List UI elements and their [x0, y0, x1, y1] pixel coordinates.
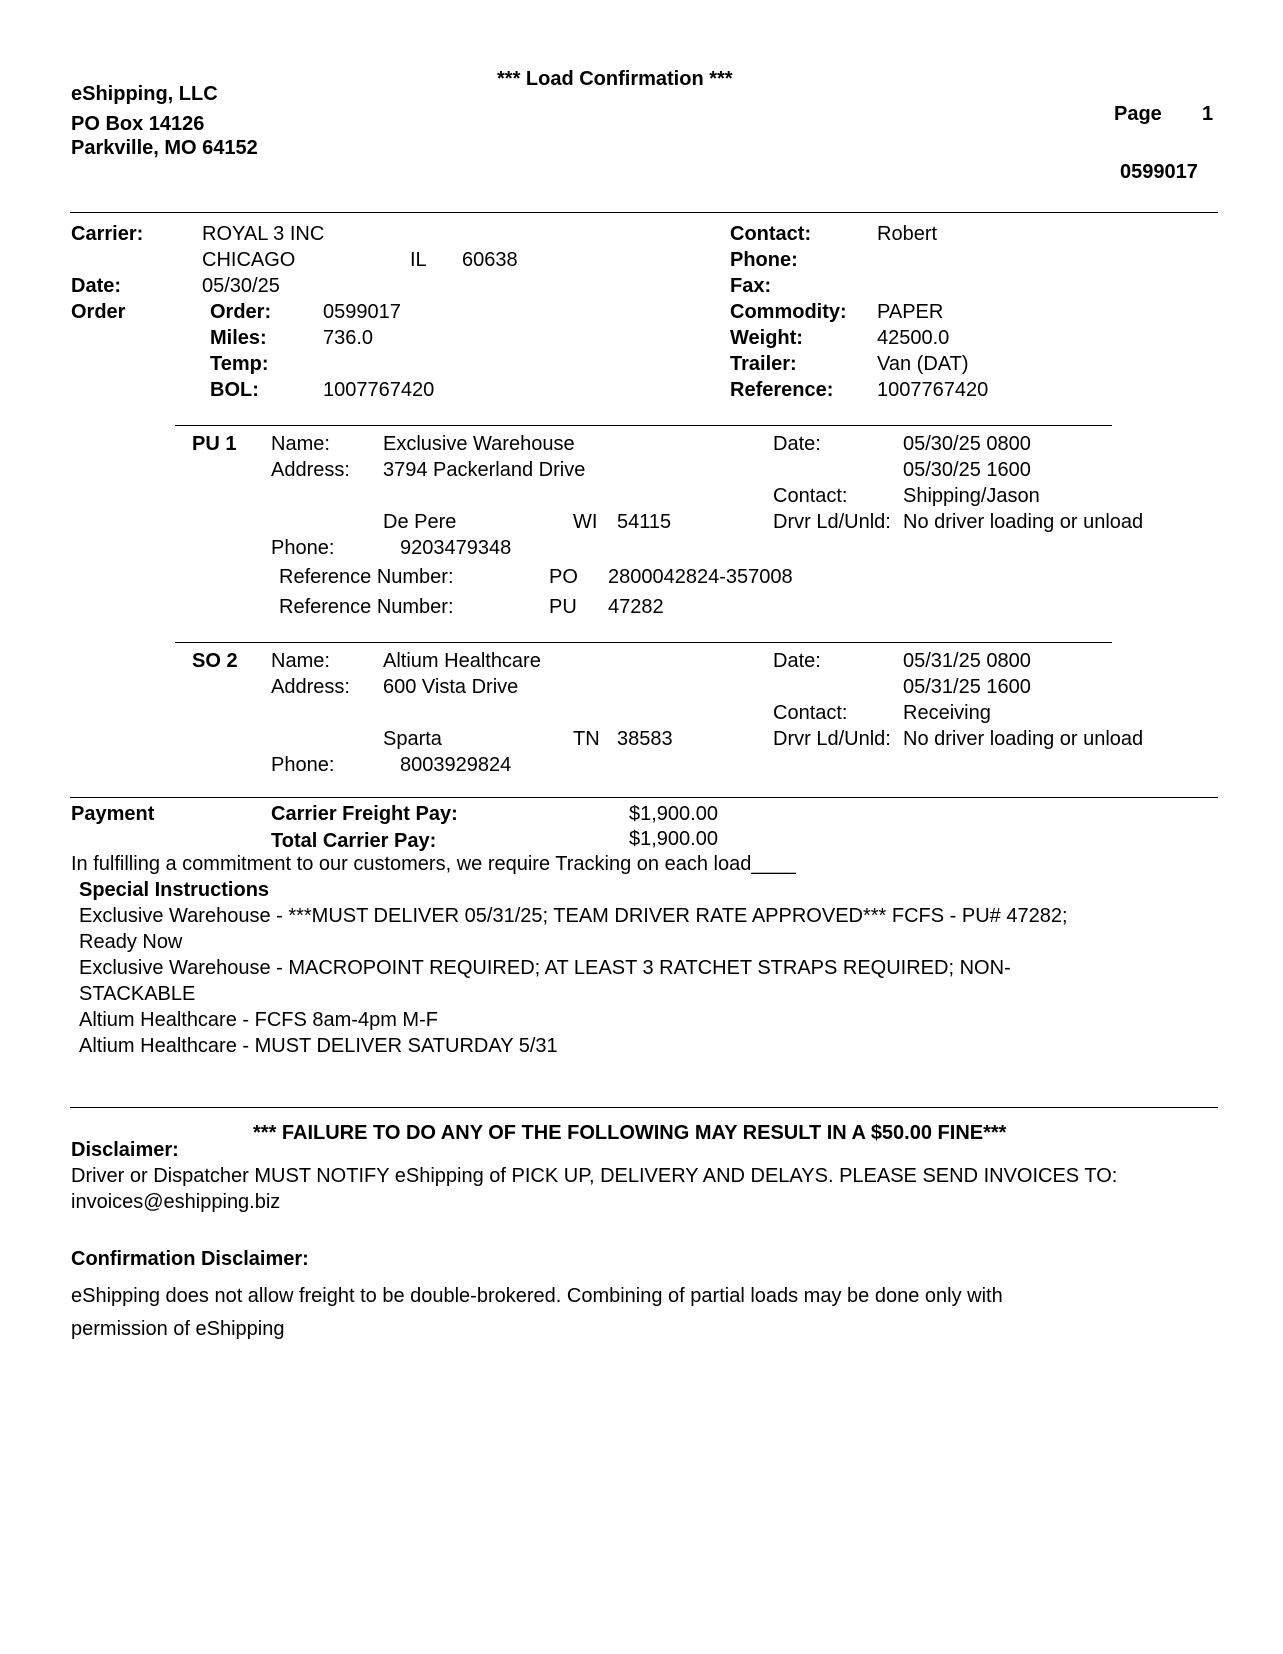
divider [70, 212, 1218, 213]
delivery-contact-label: Contact: [773, 702, 848, 724]
commodity-value: PAPER [877, 301, 944, 323]
total-pay-label: Total Carrier Pay: [271, 830, 437, 852]
bol-label: BOL: [210, 379, 259, 401]
disclaimer-text: Driver or Dispatcher MUST NOTIFY eShipping of PICK UP, DELIVERY AND DELAYS. PLEASE SEND INVOICES TO: invoices@eshipping.biz [71, 1165, 1118, 1213]
reference-value: 1007767420 [877, 379, 989, 401]
delivery-phone-label: Phone: [271, 754, 335, 776]
delivery-name-label: Name: [271, 650, 330, 672]
pickup-phone-label: Phone: [271, 537, 335, 559]
freight-pay-value: $1,900.00 [629, 803, 718, 825]
delivery-address-label: Address: [271, 676, 350, 698]
reference-label: Reference: [730, 379, 834, 401]
pickup-phone: 9203479348 [400, 537, 512, 559]
disclaimer-label: Disclaimer: [71, 1139, 179, 1161]
pickup-drvr: No driver loading or unload [903, 511, 1144, 533]
pickup-drvr-label: Drvr Ld/Unld: [773, 511, 891, 533]
trailer-value: Van (DAT) [877, 353, 969, 375]
special-instruction-line: Altium Healthcare - FCFS 8am-4pm M-F [79, 1009, 438, 1031]
pickup-zip: 54115 [617, 511, 672, 533]
divider [70, 797, 1218, 798]
special-instructions-title: Special Instructions [79, 879, 270, 901]
pickup-name: Exclusive Warehouse [383, 433, 575, 455]
pickup-ref1-label: Reference Number: [279, 566, 454, 588]
pickup-name-label: Name: [271, 433, 330, 455]
company-address-line2: Parkville, MO 64152 [71, 137, 258, 159]
delivery-name: Altium Healthcare [383, 650, 541, 672]
carrier-zip: 60638 [462, 249, 518, 271]
pickup-date2: 05/30/25 1600 [903, 459, 1031, 481]
company-name: eShipping, LLC [71, 83, 218, 105]
divider [175, 642, 1112, 643]
bol-value: 1007767420 [323, 379, 435, 401]
delivery-date2: 05/31/25 1600 [903, 676, 1031, 698]
delivery-contact: Receiving [903, 702, 991, 724]
delivery-address: 600 Vista Drive [383, 676, 519, 698]
pickup-city: De Pere [383, 511, 457, 533]
pickup-date1: 05/30/25 0800 [903, 433, 1031, 455]
order-label: Order: [210, 301, 272, 323]
confirmation-disclaimer-text: eShipping does not allow freight to be double-brokered. Combining of partial loads may be done only with permission of eShipping [71, 1285, 1003, 1340]
delivery-date1: 05/31/25 0800 [903, 650, 1031, 672]
order-section-label: Order [71, 301, 126, 323]
pickup-address: 3794 Packerland Drive [383, 459, 586, 481]
special-instruction-line: Ready Now [79, 931, 183, 953]
special-instruction-line: Altium Healthcare - MUST DELIVER SATURDAY 5/31 [79, 1035, 558, 1057]
phone-label: Phone: [730, 249, 798, 271]
special-instruction-line: Exclusive Warehouse - ***MUST DELIVER 05/31/25; TEAM DRIVER RATE APPROVED*** FCFS - PU# 47282; [79, 905, 1068, 927]
contact-value: Robert [877, 223, 938, 245]
delivery-phone: 8003929824 [400, 754, 512, 776]
delivery-state: TN [573, 728, 600, 750]
total-pay-value: $1,900.00 [629, 828, 718, 850]
order-value: 0599017 [323, 301, 401, 323]
fax-label: Fax: [730, 275, 772, 297]
payment-label: Payment [71, 803, 155, 825]
pickup-address-label: Address: [271, 459, 350, 481]
trailer-label: Trailer: [730, 353, 797, 375]
pickup-date-label: Date: [773, 433, 821, 455]
company-address-line1: PO Box 14126 [71, 113, 205, 135]
delivery-zip: 38583 [617, 728, 673, 750]
special-instruction-line: Exclusive Warehouse - MACROPOINT REQUIRED; AT LEAST 3 RATCHET STRAPS REQUIRED; NON- [79, 957, 1011, 979]
special-instruction-line: STACKABLE [79, 983, 196, 1005]
pickup-state: WI [573, 511, 598, 533]
pickup-ref2-value: 47282 [608, 596, 664, 618]
pickup-contact-label: Contact: [773, 485, 848, 507]
weight-value: 42500.0 [877, 327, 950, 349]
delivery-drvr: No driver loading or unload [903, 728, 1144, 750]
pickup-ref2-label: Reference Number: [279, 596, 454, 618]
temp-label: Temp: [210, 353, 269, 375]
delivery-drvr-label: Drvr Ld/Unld: [773, 728, 891, 750]
page-label: Page [1114, 103, 1162, 125]
confirmation-disclaimer-label: Confirmation Disclaimer: [71, 1248, 309, 1270]
fine-notice: *** FAILURE TO DO ANY OF THE FOLLOWING MAY RESULT IN A $50.00 FINE*** [253, 1122, 1007, 1144]
date-label: Date: [71, 275, 122, 297]
page-number: 1 [1202, 103, 1214, 125]
delivery-city: Sparta [383, 728, 442, 750]
carrier-city: CHICAGO [202, 249, 296, 271]
pickup-ref1-type: PO [549, 566, 578, 588]
divider [70, 1107, 1218, 1108]
freight-pay-label: Carrier Freight Pay: [271, 803, 458, 825]
contact-label: Contact: [730, 223, 812, 245]
pickup-ref1-value: 2800042824-357008 [608, 566, 793, 588]
delivery-date-label: Date: [773, 650, 821, 672]
weight-label: Weight: [730, 327, 803, 349]
pickup-contact: Shipping/Jason [903, 485, 1040, 507]
carrier-name: ROYAL 3 INC [202, 223, 325, 245]
miles-label: Miles: [210, 327, 267, 349]
document-number: 0599017 [1120, 161, 1198, 183]
divider [175, 425, 1112, 426]
date-value: 05/30/25 [202, 275, 280, 297]
carrier-state: IL [410, 249, 427, 271]
pickup-ref2-type: PU [549, 596, 577, 618]
carrier-label: Carrier: [71, 223, 144, 245]
miles-value: 736.0 [323, 327, 374, 349]
pickup-code: PU 1 [192, 433, 237, 455]
document-title: *** Load Confirmation *** [497, 68, 733, 90]
delivery-code: SO 2 [192, 650, 238, 672]
commodity-label: Commodity: [730, 301, 847, 323]
tracking-note: In fulfilling a commitment to our customers, we require Tracking on each load____ [71, 853, 796, 875]
